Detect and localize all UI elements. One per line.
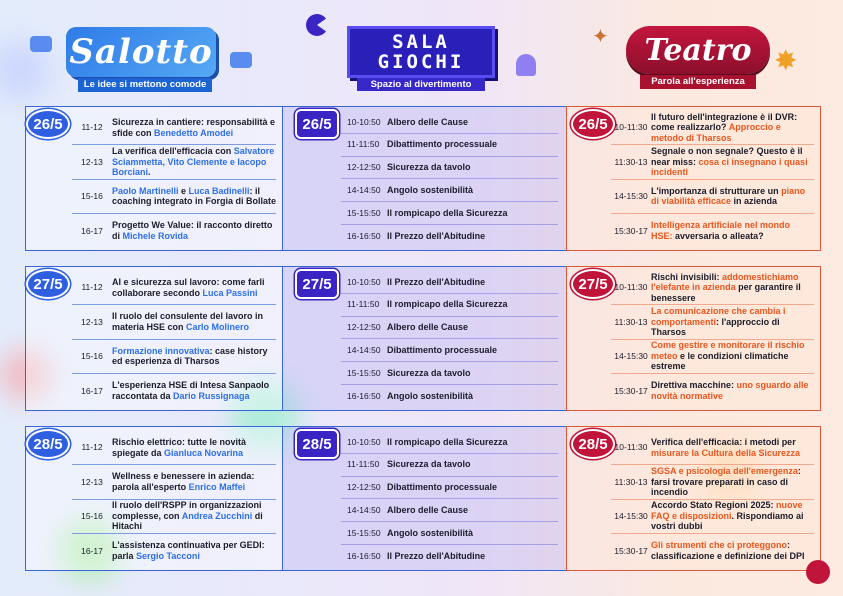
speaker-highlight: La comunicazione che cambia i comportamenti	[651, 306, 786, 327]
speaker-highlight: nuove FAQ e disposizioni	[651, 500, 803, 521]
session-title: Sicurezza da tavolo	[387, 162, 471, 173]
star-icon: ✦	[592, 26, 609, 48]
session-time: 15-15:50	[347, 527, 381, 538]
schedule-row	[341, 111, 558, 134]
ghost-icon	[516, 54, 536, 76]
speech-bubble-icon	[30, 36, 52, 52]
schedule-row	[72, 340, 276, 374]
session-time: 12-13	[81, 476, 103, 487]
schedule-row	[611, 374, 814, 408]
schedule-panel-sala	[283, 106, 566, 251]
speaker-highlight: Andrea Zucchini	[181, 510, 253, 521]
session-title: Dibattimento processuale	[387, 345, 498, 356]
schedule-row	[341, 362, 558, 385]
session-time: 14-15:30	[614, 510, 648, 521]
salotto-logo: Salotto	[66, 27, 216, 77]
speaker-highlight: SGSA e psicologia dell'emergenza	[651, 466, 798, 477]
session-time: 10-11:30	[614, 442, 648, 453]
session-time: 14-14:50	[347, 345, 381, 356]
session-time: 11-12	[81, 282, 103, 293]
schedule-row	[611, 431, 814, 465]
session-title: Il rompicapo della Sicurezza	[387, 436, 508, 447]
session-title: Dibattimento processuale	[387, 139, 498, 150]
session-title	[651, 466, 814, 498]
session-title	[112, 437, 276, 458]
schedule-panel-salotto	[25, 426, 283, 571]
session-text: Sicurezza in cantiere: responsabilità e sfide con	[112, 117, 276, 138]
session-time: 11:30-13	[614, 316, 648, 327]
session-title	[651, 272, 814, 304]
session-title	[112, 380, 276, 401]
session-time: 10-10:50	[347, 436, 381, 447]
schedule-row	[341, 134, 558, 157]
speaker-highlight: uno sguardo alle novità normative	[651, 380, 809, 401]
session-text: Accordo Stato Regioni 2025:	[651, 500, 777, 511]
session-time: 15-16	[81, 510, 103, 521]
session-title	[651, 112, 814, 144]
session-title	[651, 380, 814, 401]
day-badge: 28/5	[26, 429, 70, 459]
session-time: 12-13	[81, 156, 103, 167]
session-text: Rischi invisibili:	[651, 271, 723, 282]
day-badge: 26/5	[571, 109, 615, 139]
session-time: 11-12	[81, 442, 103, 453]
session-text: Il futuro dell'integrazione è il DVR: come realizzarlo?	[651, 111, 798, 133]
session-time: 11:30-13	[614, 476, 648, 487]
speaker-highlight: Luca Passini	[202, 287, 258, 298]
schedule-row	[341, 500, 558, 523]
session-time: 15:30-17	[614, 225, 648, 236]
session-time: 16-17	[81, 385, 103, 396]
session-title: Albero delle Cause	[387, 505, 469, 516]
speaker-highlight: Benedetto Amodei	[154, 127, 234, 138]
session-text: L'esperienza HSE di Intesa Sanpaolo raccontata da	[112, 380, 270, 401]
session-text: Segnale o non segnale? Questo è il near miss:	[651, 146, 803, 167]
session-text: e	[178, 185, 189, 196]
schedule-panel-sala	[283, 266, 566, 411]
session-text: avversaria o alleata?	[672, 230, 764, 241]
session-time: 15-15:50	[347, 367, 381, 378]
session-time: 10-10:50	[347, 116, 381, 127]
schedule-row	[72, 500, 276, 534]
schedule-row	[72, 271, 276, 305]
speaker-highlight: Gli strumenti che ci proteggono	[651, 540, 788, 551]
schedule-row	[611, 180, 814, 214]
session-title: Il Prezzo dell'Abitudine	[387, 276, 486, 287]
session-title: Angolo sostenibilità	[387, 391, 474, 402]
schedule-row	[72, 431, 276, 465]
session-text: Progetto We Value: il racconto diretto di	[112, 220, 273, 241]
speaker-highlight: Enrico Maffei	[188, 481, 246, 492]
session-title	[112, 500, 276, 532]
speaker-highlight: cosa ci insegnano i quasi incidenti	[651, 156, 808, 178]
teatro-logo: Teatro	[626, 26, 770, 74]
speaker-highlight: addomestichiamo l'elefante in azienda	[651, 271, 799, 293]
session-time: 11:30-13	[614, 156, 648, 167]
speaker-highlight: Carlo Molinero	[186, 321, 250, 332]
speaker-highlight: Dario Russignaga	[173, 390, 250, 401]
sala-giochi-subtitle: Spazio al divertimento	[357, 78, 485, 91]
day-badge: 26/5	[295, 109, 339, 139]
day-badge: 26/5	[26, 109, 70, 139]
speaker-highlight: Come gestire e monitorare il rischio meteo	[651, 340, 805, 361]
session-text: L'assistenza continuativa per GEDI: parla	[112, 540, 265, 561]
session-title	[112, 471, 276, 492]
session-title	[112, 277, 276, 298]
speaker-highlight: Michele Rovida	[122, 230, 189, 241]
session-title: Il Prezzo dell'Abitudine	[387, 551, 486, 562]
schedule-panel-sala	[283, 426, 566, 571]
schedule-row	[341, 225, 558, 248]
session-title: Angolo sostenibilità	[387, 185, 474, 196]
schedule-panel-teatro	[566, 266, 821, 411]
session-text: . Rispondiamo ai vostri dubbi	[651, 510, 804, 532]
pacman-icon	[306, 14, 328, 36]
schedule-row	[72, 305, 276, 339]
schedule-panel-salotto	[25, 106, 283, 251]
session-title	[651, 540, 814, 561]
session-time: 15:30-17	[614, 385, 648, 396]
session-text: Direttiva macchine:	[651, 380, 737, 391]
day-badge: 28/5	[571, 429, 615, 459]
schedule-row	[72, 214, 276, 248]
session-time: 16-16:50	[347, 391, 381, 402]
session-title	[112, 311, 276, 332]
schedule-row	[341, 180, 558, 203]
sala-giochi-logo: SALA GIOCHI	[347, 26, 495, 78]
salotto-subtitle: Le idee si mettono comode	[78, 78, 212, 92]
session-time: 14-14:50	[347, 505, 381, 516]
session-time: 16-16:50	[347, 551, 381, 562]
day-badge: 27/5	[295, 269, 339, 299]
session-time: 11-12	[81, 122, 103, 133]
session-time: 12-13	[81, 316, 103, 327]
session-time: 11-11:50	[347, 459, 380, 470]
schedule-row	[341, 431, 558, 454]
session-text: per garantire il benessere	[651, 282, 801, 303]
session-title: Sicurezza da tavolo	[387, 367, 471, 378]
schedule-row	[72, 145, 276, 179]
schedule-panel-teatro	[566, 426, 821, 571]
session-time: 12-12:50	[347, 482, 381, 493]
session-time: 11-11:50	[347, 139, 380, 150]
schedule-row	[341, 294, 558, 317]
session-title	[112, 186, 276, 207]
speaker-highlight: misurare la Cultura della Sicurezza	[651, 447, 801, 458]
star-icon: ✸	[774, 45, 798, 76]
speaker-highlight: Luca Badinelli	[188, 185, 250, 196]
schedule-row	[341, 157, 558, 180]
session-text: : l'approccio di Tharsos	[651, 316, 780, 338]
schedule-row	[341, 545, 558, 568]
session-title	[112, 117, 276, 138]
schedule-panel-salotto	[25, 266, 283, 411]
session-title	[651, 146, 814, 178]
logo-mark-icon	[806, 560, 830, 584]
session-time: 15-16	[81, 190, 103, 201]
session-title	[651, 220, 814, 241]
session-title: Dibattimento processuale	[387, 482, 498, 493]
session-time: 15-16	[81, 350, 103, 361]
schedule-row	[341, 202, 558, 225]
session-title: Il Prezzo dell'Abitudine	[387, 231, 486, 242]
schedule-row	[611, 145, 814, 179]
session-text: AI e sicurezza sul lavoro: come farli collaborare secondo	[112, 277, 265, 298]
session-text: Il ruolo dell'RSPP in organizzazioni complesse, con	[112, 500, 262, 521]
day-badge: 27/5	[571, 269, 615, 299]
speaker-highlight: Gianluca Novarina	[164, 447, 244, 458]
session-title	[112, 540, 276, 561]
speech-bubble-icon	[230, 52, 252, 68]
session-text: : case history ed esperienza di Tharsos	[112, 345, 268, 367]
schedule-row	[341, 271, 558, 294]
schedule-row	[611, 271, 814, 305]
schedule-row	[611, 111, 814, 145]
session-time: 16-17	[81, 225, 103, 236]
session-text: : farsi trovare preparati in caso di incendio	[651, 466, 801, 498]
session-title	[651, 437, 814, 458]
schedule-row	[72, 111, 276, 145]
schedule-row	[72, 180, 276, 214]
session-time: 11-11:50	[347, 299, 380, 310]
session-time: 10-11:30	[614, 122, 648, 133]
session-title	[112, 220, 276, 241]
session-time: 10-10:50	[347, 276, 381, 287]
session-text: : classificazione e definizione dei DPI	[651, 540, 805, 561]
schedule-row	[611, 534, 814, 568]
session-title: Il rompicapo della Sicurezza	[387, 207, 508, 218]
schedule-row	[611, 214, 814, 248]
session-time: 14-15:30	[614, 190, 648, 201]
session-title	[112, 146, 276, 178]
speaker-highlight: Intelligenza artificiale nel mondo HSE:	[651, 220, 791, 241]
session-title	[112, 346, 276, 367]
schedule-row	[72, 534, 276, 568]
session-text: Il ruolo del consulente del lavoro in materia HSE con	[112, 311, 264, 332]
session-title: Sicurezza da tavolo	[387, 459, 471, 470]
session-time: 14-15:30	[614, 350, 648, 361]
session-title	[651, 186, 814, 207]
session-time: 12-12:50	[347, 322, 381, 333]
session-text: e le condizioni climatiche estreme	[651, 350, 789, 372]
session-title: Albero delle Cause	[387, 322, 469, 333]
session-text: Wellness e benessere in azienda: parola all'esperto	[112, 471, 255, 492]
session-text: Rischio elettrico: tutte le novità spiegate da	[112, 437, 247, 458]
day-badge: 27/5	[26, 269, 70, 299]
schedule-row	[341, 477, 558, 500]
speaker-highlight: piano di viabilità efficace	[651, 185, 806, 207]
session-text: L'importanza di strutturare un	[651, 185, 782, 196]
session-time: 16-16:50	[347, 231, 381, 242]
speaker-highlight: Sergio Tacconi	[136, 550, 200, 561]
session-text: La verifica dell'efficacia con	[112, 146, 234, 157]
session-text: in azienda	[731, 196, 778, 207]
session-text: di Hitachi	[112, 510, 263, 532]
schedule-row	[611, 305, 814, 339]
session-time: 15-15:50	[347, 207, 381, 218]
session-title	[651, 306, 814, 338]
speaker-highlight: Approccio e metodo di Tharsos	[651, 122, 781, 143]
session-text: Verifica dell'efficacia: i metodi per	[651, 437, 796, 448]
schedule-row	[341, 317, 558, 340]
speaker-highlight: Salvatore Sciammetta, Vito Clemente e Iacopo Borciani	[112, 146, 275, 178]
schedule-row	[611, 340, 814, 374]
session-text: .	[148, 167, 151, 178]
session-title	[651, 340, 814, 372]
teatro-subtitle: Parola all'esperienza	[640, 75, 756, 89]
schedule-row	[341, 454, 558, 477]
schedule-row	[72, 465, 276, 499]
session-time: 14-14:50	[347, 185, 381, 196]
schedule-row	[72, 374, 276, 408]
schedule-panel-teatro	[566, 106, 821, 251]
session-text: : il coaching integrato in Forgia di Bollate	[112, 185, 277, 207]
session-title	[651, 500, 814, 532]
schedule-row	[341, 340, 558, 363]
session-time: 12-12:50	[347, 162, 381, 173]
schedule-row	[341, 385, 558, 408]
schedule-row	[341, 522, 558, 545]
session-time: 10-11:30	[614, 282, 648, 293]
day-badge: 28/5	[295, 429, 339, 459]
session-title: Angolo sostenibilità	[387, 527, 474, 538]
session-title: Il rompicapo della Sicurezza	[387, 299, 508, 310]
session-time: 16-17	[81, 545, 103, 556]
schedule-row	[611, 465, 814, 499]
schedule-row	[611, 500, 814, 534]
speaker-highlight: Formazione innovativa	[112, 345, 210, 356]
session-title: Albero delle Cause	[387, 116, 469, 127]
session-time: 15:30-17	[614, 545, 648, 556]
speaker-highlight: Paolo Martinelli	[112, 185, 179, 196]
